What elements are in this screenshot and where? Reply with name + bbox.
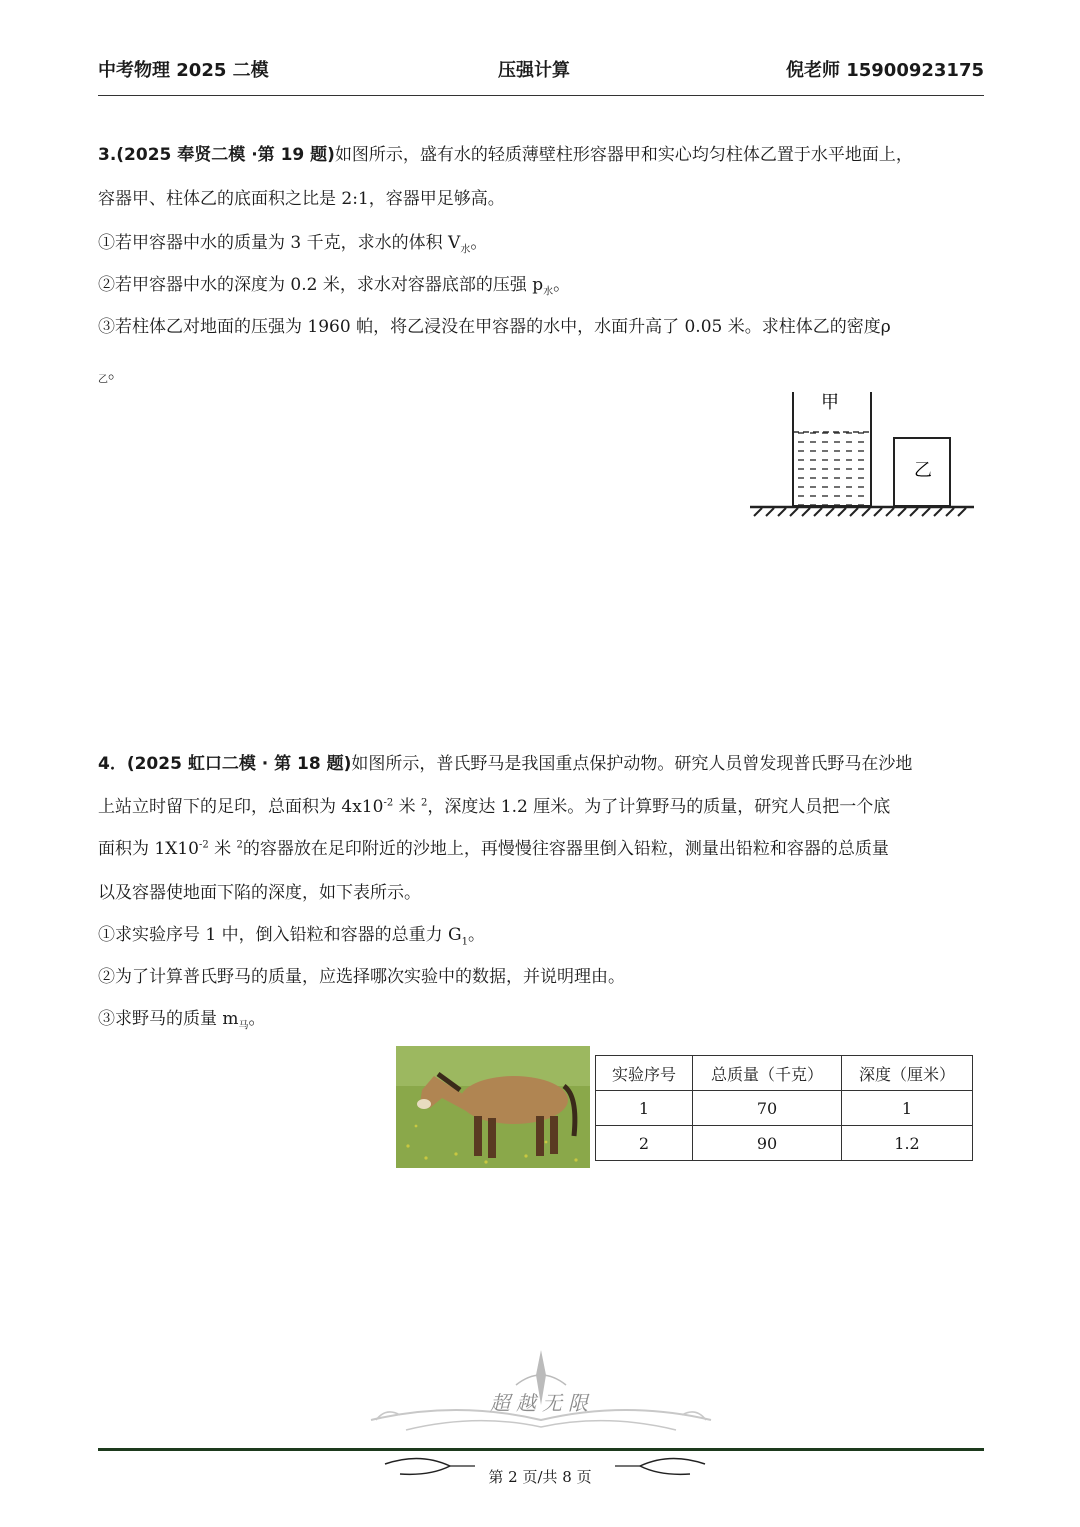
footer-divider [98, 1448, 984, 1451]
q3-label: 3.(2025 奉贤二模 ·第 19 题) [98, 145, 335, 165]
table-row [596, 1091, 973, 1126]
q3-line1 [98, 140, 984, 165]
q4-line2-sup2: 2 [421, 797, 428, 809]
q4-line3-sup1: -2 [198, 839, 209, 851]
q4-line3-sup2: 2 [236, 839, 243, 851]
q3-item3-tail-sub: 乙 [98, 374, 108, 386]
q3-item3-tail-post: 。 [108, 363, 125, 383]
q3-item2-sub: 水 [543, 286, 554, 298]
data-table [595, 1055, 973, 1161]
q3-item3: ③若柱体乙对地面的压强为 1960 帕，将乙浸没在甲容器的水中，水面升高了 0.05 米。求柱体乙的密度ρ [98, 317, 891, 337]
q4-line3 [98, 834, 984, 859]
label-yi: 乙 [914, 460, 932, 481]
table-cell: 1 [596, 1091, 693, 1126]
table-header-cell: 深度（厘米） [842, 1056, 973, 1091]
header-divider [98, 95, 984, 96]
page-number: 第 2 页/共 8 页 [488, 1468, 592, 1486]
q4-line2 [98, 792, 984, 817]
q3-item1-text: ①若甲容器中水的质量为 3 千克，求水的体积 V [98, 233, 461, 253]
water-fill [793, 432, 871, 506]
table-row [596, 1126, 973, 1161]
table-cell: 90 [693, 1126, 842, 1161]
q4-line1 [98, 749, 984, 774]
container-diagram [748, 384, 976, 524]
q3-item3-tail [98, 358, 984, 385]
q4-line2-mid: 米 [393, 797, 422, 817]
q3-item2 [98, 270, 984, 297]
q4-item1-text: ①求实验序号 1 中，倒入铅粒和容器的总重力 G [98, 925, 462, 945]
header-right: 倪老师 15900923175 [785, 60, 984, 81]
q4-line3-pre: 面积为 1X10 [98, 839, 199, 859]
label-jia: 甲 [821, 392, 839, 413]
table-header-cell: 总质量（千克） [693, 1056, 842, 1091]
q4-text1: 如图所示，普氏野马是我国重点保护动物。研究人员曾发现普氏野马在沙地 [351, 754, 913, 774]
q3-item2-text: ②若甲容器中水的深度为 0.2 米，求水对容器底部的压强 p [98, 275, 544, 295]
header-title: 压强计算 [498, 60, 570, 81]
q4-item3-sub: 马 [238, 1020, 249, 1032]
q4-item3 [98, 1004, 984, 1031]
q4-line2-pre: 上站立时留下的足印，总面积为 4x10 [98, 797, 384, 817]
q4-line2-post: ，深度达 1.2 厘米。为了计算野马的质量，研究人员把一个底 [427, 797, 891, 817]
q4-item2: ②为了计算普氏野马的质量，应选择哪次实验中的数据，并说明理由。 [98, 967, 625, 987]
q4-line3-mid: 米 [208, 839, 237, 859]
page-header [98, 52, 984, 86]
q4-line2-sup1: -2 [383, 797, 394, 809]
ground-hatch [754, 508, 966, 516]
q4-item1-sub: 1 [461, 936, 468, 948]
q4-item3-post: 。 [248, 1009, 266, 1029]
horse-photo [396, 1046, 590, 1168]
q3-item1-sub: 水 [460, 244, 471, 256]
q3-line2: 容器甲、柱体乙的底面积之比是 2:1，容器甲足够高。 [98, 189, 505, 209]
table-header-row [596, 1056, 973, 1091]
q4-item1 [98, 920, 984, 947]
table-cell: 70 [693, 1091, 842, 1126]
header-left: 中考物理 2025 二模 [98, 60, 269, 81]
q3-item1 [98, 228, 984, 255]
table-cell: 1 [842, 1091, 973, 1126]
q4-label: 4．(2025 虹口二模 · 第 18 题) [98, 754, 352, 774]
q4-line4: 以及容器使地面下陷的深度，如下表所示。 [98, 883, 421, 903]
q4-item1-post: 。 [467, 925, 485, 945]
table-cell: 1.2 [842, 1126, 973, 1161]
q4-item3-text: ③求野马的质量 m [98, 1009, 239, 1029]
q3-item2-post: 。 [553, 275, 571, 295]
logo-text: 超越无限 [490, 1391, 594, 1415]
q4-line3-post: 的容器放在足印附近的沙地上，再慢慢往容器里倒入铅粒，测量出铅粒和容器的总质量 [242, 839, 889, 859]
q3-text1: 如图所示，盛有水的轻质薄壁柱形容器甲和实心均匀柱体乙置于水平地面上， [334, 145, 913, 165]
q3-item1-post: 。 [470, 233, 488, 253]
table-header-cell: 实验序号 [596, 1056, 693, 1091]
table-cell: 2 [596, 1126, 693, 1161]
